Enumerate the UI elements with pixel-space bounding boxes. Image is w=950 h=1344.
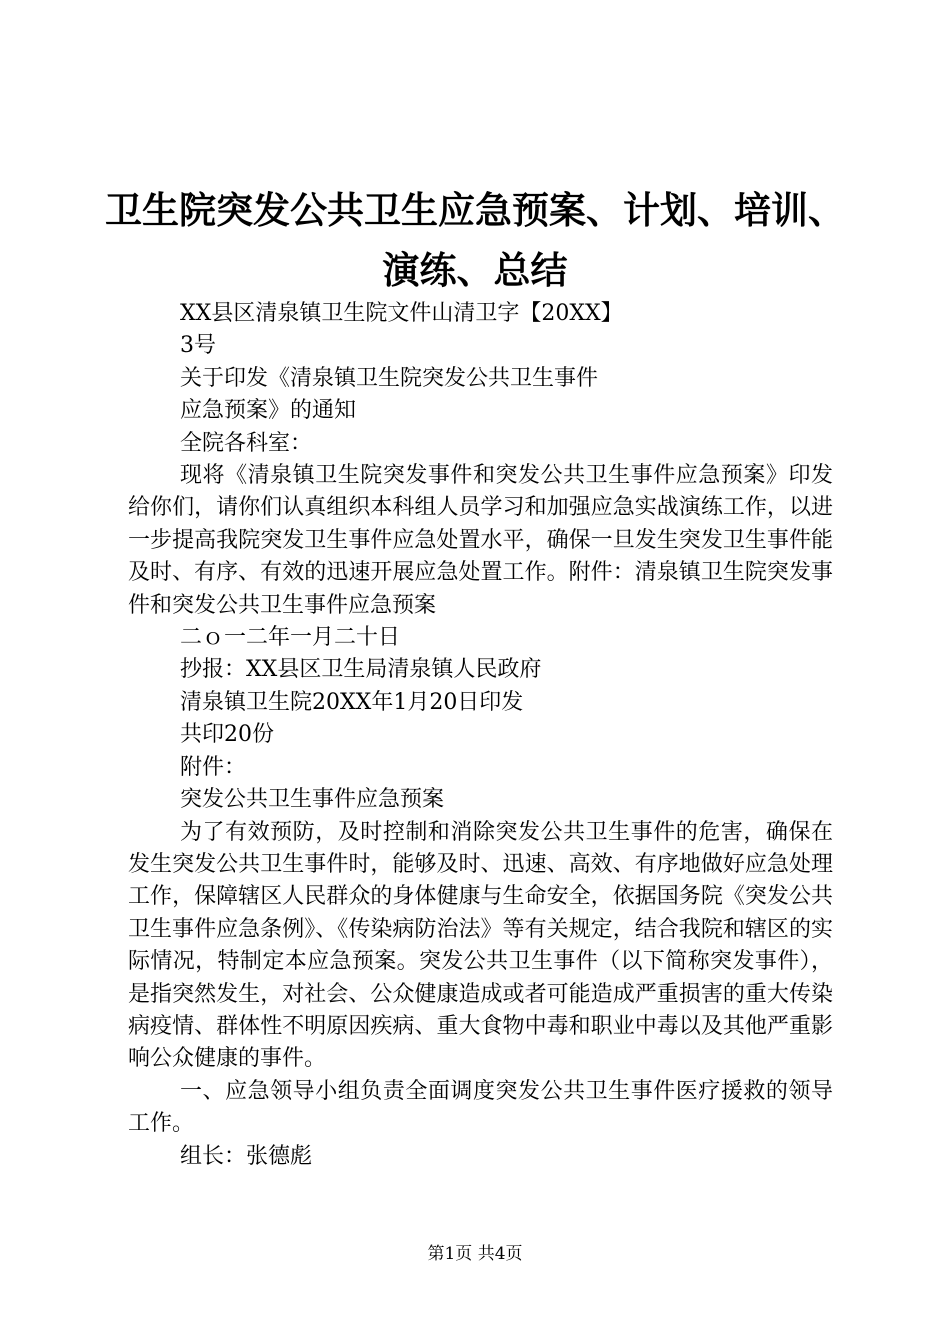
date-line: 二ｏ一二年一月二十日 — [180, 625, 401, 651]
copies-line: 共印20份 — [180, 722, 274, 748]
notice-title-line-2: 应急预案》的通知 — [180, 398, 357, 424]
notice-title-line-1: 关于印发《清泉镇卫生院突发公共卫生事件 — [180, 365, 599, 391]
document-title-line-2: 演练、总结 — [382, 248, 568, 292]
cc-line: 抄报：XX县区卫生局清泉镇人民政府 — [180, 657, 542, 683]
issue-line: 清泉镇卫生院20XX年1月20日印发 — [180, 689, 524, 715]
document-title-line-1: 卫生院突发公共卫生应急预案、计划、培训、 — [105, 188, 845, 232]
attachment-label: 附件： — [180, 754, 247, 780]
doc-number-line: XX县区清泉镇卫生院文件山清卫字【20XX】 — [180, 301, 623, 326]
document-body — [128, 298, 833, 1173]
purpose-paragraph: 为了有效预防，及时控制和消除突发公共卫生事件的危害，确保在发生突发公共卫生事件时，能够及时、迅速、高效、有序地做好应急处理工作，保障辖区人民群众的身体健康与生命安全，依据国务院《突发公共卫生事件应急条例》、《传染病防治法》等有关规定，结合我院和辖区的实际情况，特制定本应急预案。突发公共卫生事件（以下简称突发事件），是指突然发生，对社会、公众健康造成或者可能造成严重损害的重大传染病疫情、群体性不明原因疾病、重大食物中毒和职业中毒以及其他严重影响公众健康的事件。 — [128, 819, 833, 1072]
group-leader-line: 组长：张德彪 — [180, 1143, 313, 1169]
page-footer: 第1页 共4页 — [427, 1244, 523, 1264]
section-one-paragraph: 一、应急领导小组负责全面调度突发公共卫生事件医疗援救的领导工作。 — [128, 1078, 833, 1137]
attachment-title: 突发公共卫生事件应急预案 — [180, 787, 445, 813]
notice-paragraph: 现将《清泉镇卫生院突发事件和突发公共卫生事件应急预案》印发给你们，请你们认真组织本科组人员学习和加强应急实战演练工作，以进一步提高我院突发卫生事件应急处置水平，确保一旦发生突发卫生事件能及时、有序、有效的迅速开展应急处置工作。附件：清泉镇卫生院突发事件和突发公共卫生事件应急预案 — [128, 463, 833, 618]
doc-number-suffix: 3号 — [180, 333, 216, 359]
recipient-line: 全院各科室： — [180, 430, 313, 456]
